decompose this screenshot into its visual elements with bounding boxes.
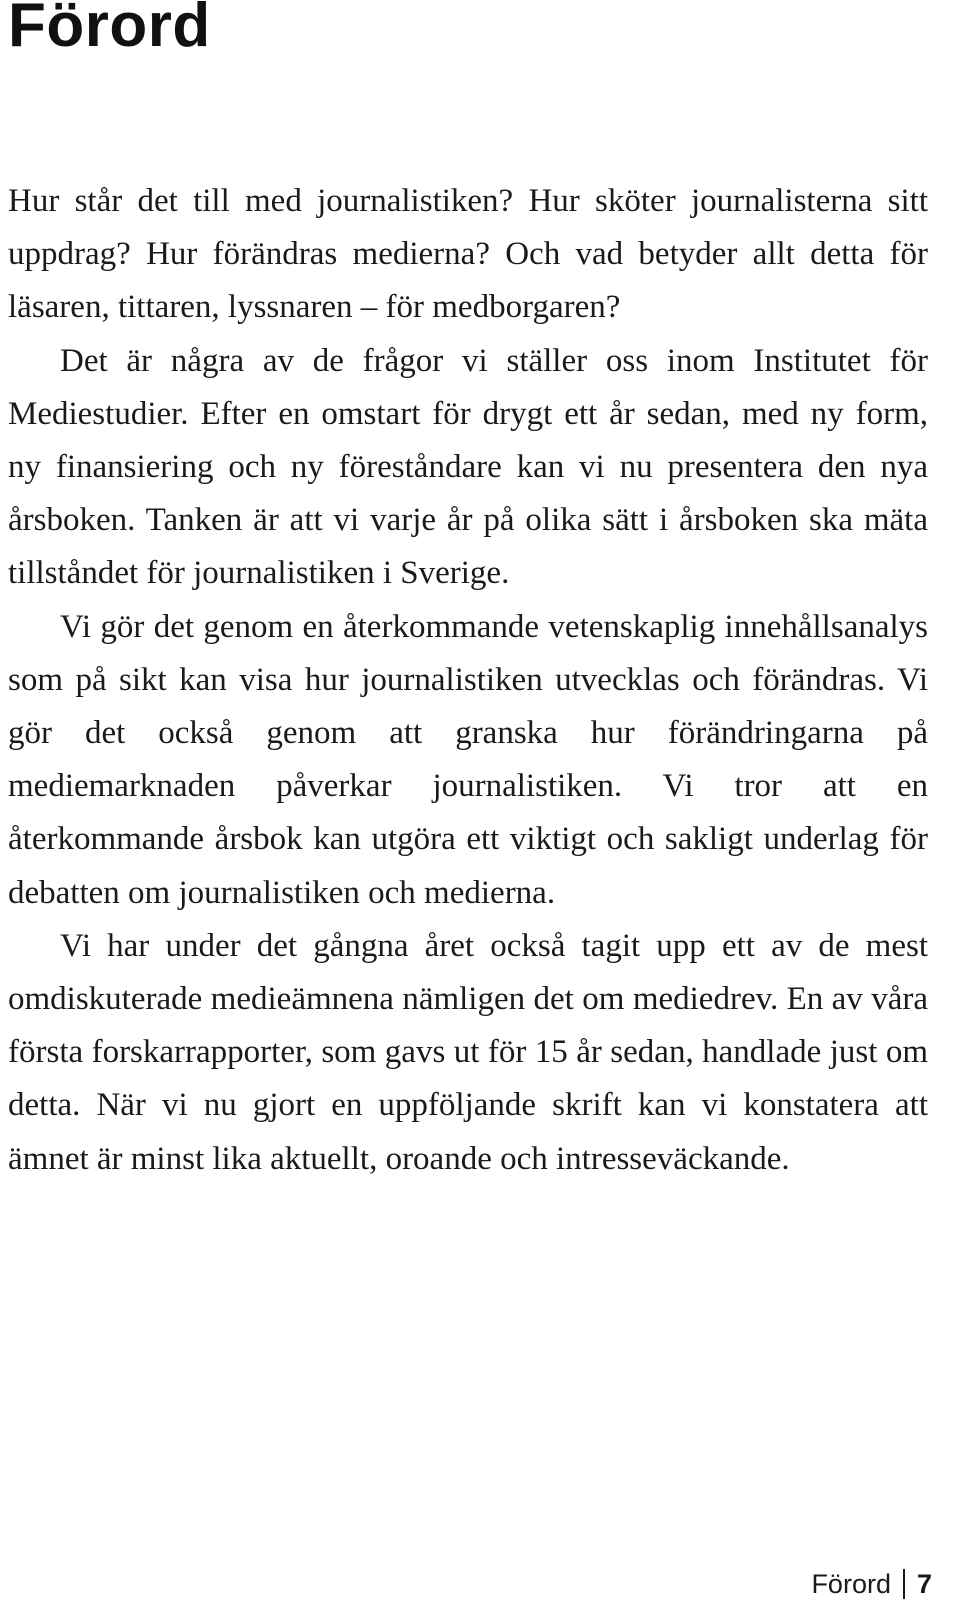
paragraph-1: Hur står det till med journalistiken? Hur sköter journalisterna sitt uppdrag? Hur förändras medierna? Och vad betyder allt detta för läsaren, tittaren, lyssnaren – för medborgaren? xyxy=(8,183,928,326)
chapter-title: Förord xyxy=(8,0,211,60)
running-footer-section: Förord xyxy=(811,1568,891,1599)
page-footer xyxy=(811,1564,932,1604)
paragraph-4: Vi har under det gångna året också tagit upp ett av de mest omdiskuterade medieämnena nämligen det om mediedrev. En av våra första forskarrapporter, som gavs ut för 15 år sedan, handlade just om detta. När vi nu gjort en uppföljande skrift kan vi konstatera att ämnet är minst lika aktuellt, oroande och intresseväckande. xyxy=(8,927,928,1177)
paragraph-2: Det är några av de frågor vi ställer oss inom Institutet för Mediestudier. Efter en omstart för drygt ett år sedan, med ny form, ny finansiering och ny föreståndare kan vi nu presentera den nya årsboken. Tanken är att vi varje år på olika sätt i årsboken ska mäta tillståndet för journalistiken i Sverige. xyxy=(8,342,928,592)
page-number: 7 xyxy=(916,1568,932,1599)
paragraph-3: Vi gör det genom en återkommande vetenskaplig innehållsanalys som på sikt kan visa hur journalistiken utvecklas och förändras. Vi gör det också genom att granska hur förändringarna på mediemarknaden påverkar journalistiken. Vi tror att en återkommande årsbok kan utgöra ett viktigt och sakligt underlag för debatten om journalistiken och medierna. xyxy=(8,608,928,911)
foreword-body xyxy=(8,175,928,1186)
footer-divider xyxy=(903,1569,905,1599)
